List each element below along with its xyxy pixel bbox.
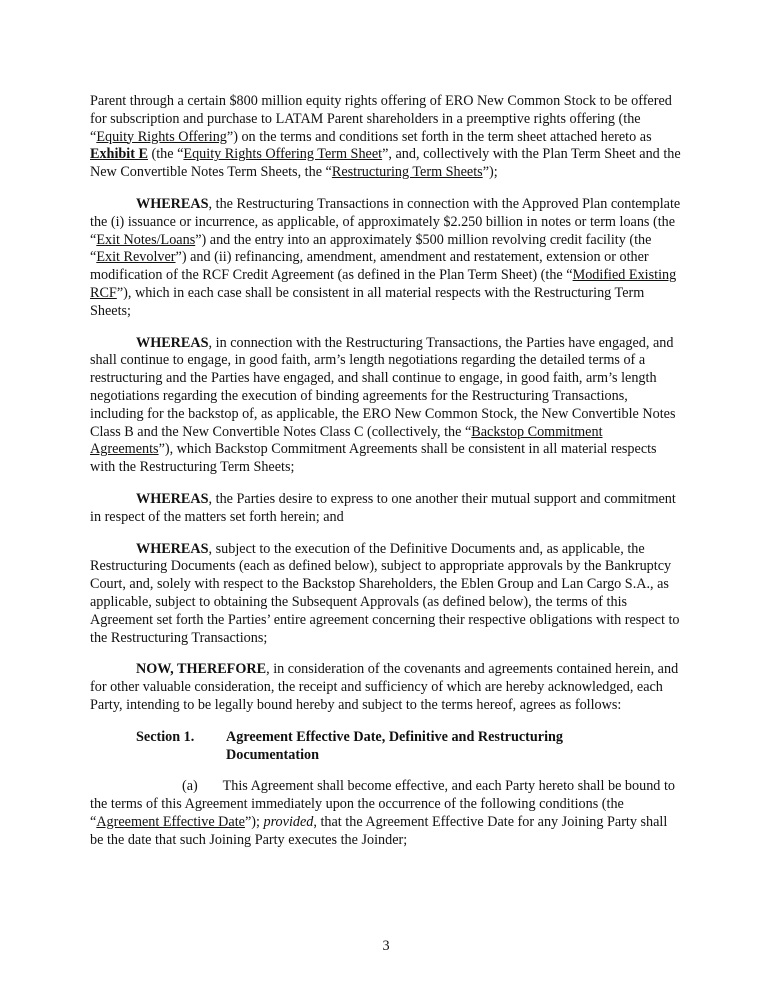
- paragraph-whereas-exit-financing: [90, 196, 682, 321]
- defined-term-equity-rights-offering: Equity Rights Offering: [96, 128, 227, 145]
- section-title-line1: Agreement Effective Date, Definitive and Restructuring: [226, 728, 563, 745]
- text: Parent through a certain $800 million equity rights offering of ERO New Common Stock to be offered for subscription and purchase to LATAM Parent shareholders in a preemptive rights offering (the “: [90, 93, 672, 145]
- text: ”), which Backstop Commitment Agreements shall be consistent in all material respects with the Restructuring Term Sheets;: [90, 441, 657, 476]
- text: , in consideration of the covenants and agreements contained herein, and for other valuable consideration, the receipt and sufficiency of which are hereby acknowledged, each Party, intending to be legally bound hereby and subject to the terms hereof, agrees as follows:: [90, 661, 679, 713]
- whereas-heading: WHEREAS: [136, 334, 209, 351]
- text: , subject to the execution of the Definitive Documents and, as applicable, the Restructuring Documents (each as defined below), subject to appropriate approvals by the Bankruptcy Court, and, solely with respect to the Backstop Shareholders, the Eblen Group and Lan Cargo S.A., as applicable, subject to obtaining the Subsequent Approvals (as defined below), the terms of this Agreement set forth the Parties’ entire agreement concerning their respective obligations with respect to the Restructuring Transactions;: [90, 540, 680, 646]
- text: (the “: [147, 146, 184, 163]
- italic-provided: provided: [263, 813, 314, 830]
- defined-term-modified-existing-rcf: Modified Existing RCF: [90, 267, 677, 301]
- paragraph-whereas-definitive-documents: [90, 541, 682, 648]
- section-title: [226, 729, 646, 765]
- text: , that the Agreement Effective Date for any Joining Party shall be the date that such Joining Party executes the Joinder;: [90, 813, 668, 848]
- defined-term-ero-term-sheet: Equity Rights Offering Term Sheet: [183, 146, 383, 163]
- defined-term-exit-revolver: Exit Revolver: [96, 249, 176, 266]
- defined-term-exit-notes-loans: Exit Notes/Loans: [96, 231, 196, 248]
- now-therefore-heading: NOW, THEREFORE: [136, 661, 267, 678]
- exhibit-e-reference: Exhibit E: [90, 146, 148, 163]
- section-title-line2: Documentation: [226, 746, 320, 763]
- text: This Agreement shall become effective, and each Party hereto shall be bound to the terms of this Agreement immediately upon the occurrence of the following conditions (the “: [90, 778, 675, 830]
- text: ”) and the entry into an approximately $500 million revolving credit facility (the “: [90, 231, 652, 266]
- whereas-heading: WHEREAS: [136, 540, 209, 557]
- paragraph-whereas-mutual-support: [90, 491, 682, 527]
- defined-term-backstop-commitment-agreements: Backstop Commitment Agreements: [90, 423, 603, 458]
- text: ”) and (ii) refinancing, amendment, amendment and restatement, extension or other modification of the RCF Credit Agreement (as defined in the Plan Term Sheet) (the “: [90, 249, 649, 284]
- whereas-heading: WHEREAS: [136, 195, 209, 212]
- text: , the Restructuring Transactions in connection with the Approved Plan contemplate the (i) issuance or incurrence, as applicable, of approximately $2.250 billion in notes or term loans (the “: [90, 195, 681, 248]
- text: ”) on the terms and conditions set forth in the term sheet attached hereto as: [226, 128, 652, 145]
- defined-term-agreement-effective-date: Agreement Effective Date: [96, 813, 245, 830]
- subsection-label: (a): [182, 778, 198, 795]
- paragraph-now-therefore: [90, 661, 682, 714]
- paragraph-equity-rights-offering: [90, 93, 682, 182]
- text: , the Parties desire to express to one another their mutual support and commitment in respect of the matters set forth herein; and: [90, 490, 676, 525]
- text: ”, and, collectively with the Plan Term Sheet and the New Convertible Notes Term Sheets, the “: [90, 146, 681, 181]
- defined-term-restructuring-term-sheets: Restructuring Term Sheets: [331, 164, 483, 181]
- text: , in connection with the Restructuring Transactions, the Parties have engaged, and shall continue to engage, in good faith, arm’s length negotiations regarding the detailed terms of a restructuring and the Parties have engaged, and shall continue to engage, in good faith, arm’s length negotiations regarding the execution of binding agreements for the Restructuring Transactions, including for the backstop of, as applicable, the ERO New Common Stock, the New Convertible Notes Class B and the New Convertible Notes Class C (collectively, the “: [90, 334, 676, 440]
- text: ”);: [244, 813, 264, 830]
- paragraph-whereas-negotiations: [90, 335, 682, 477]
- subsection-a: [90, 778, 682, 849]
- section-number: Section 1.: [136, 728, 195, 745]
- text: ”);: [482, 164, 498, 181]
- text: ”), which in each case shall be consistent in all material respects with the Restructuring Term Sheets;: [90, 284, 645, 319]
- section-1-heading: [136, 729, 682, 765]
- page-number: 3: [382, 938, 390, 954]
- whereas-heading: WHEREAS: [136, 490, 209, 507]
- document-page: [90, 93, 682, 863]
